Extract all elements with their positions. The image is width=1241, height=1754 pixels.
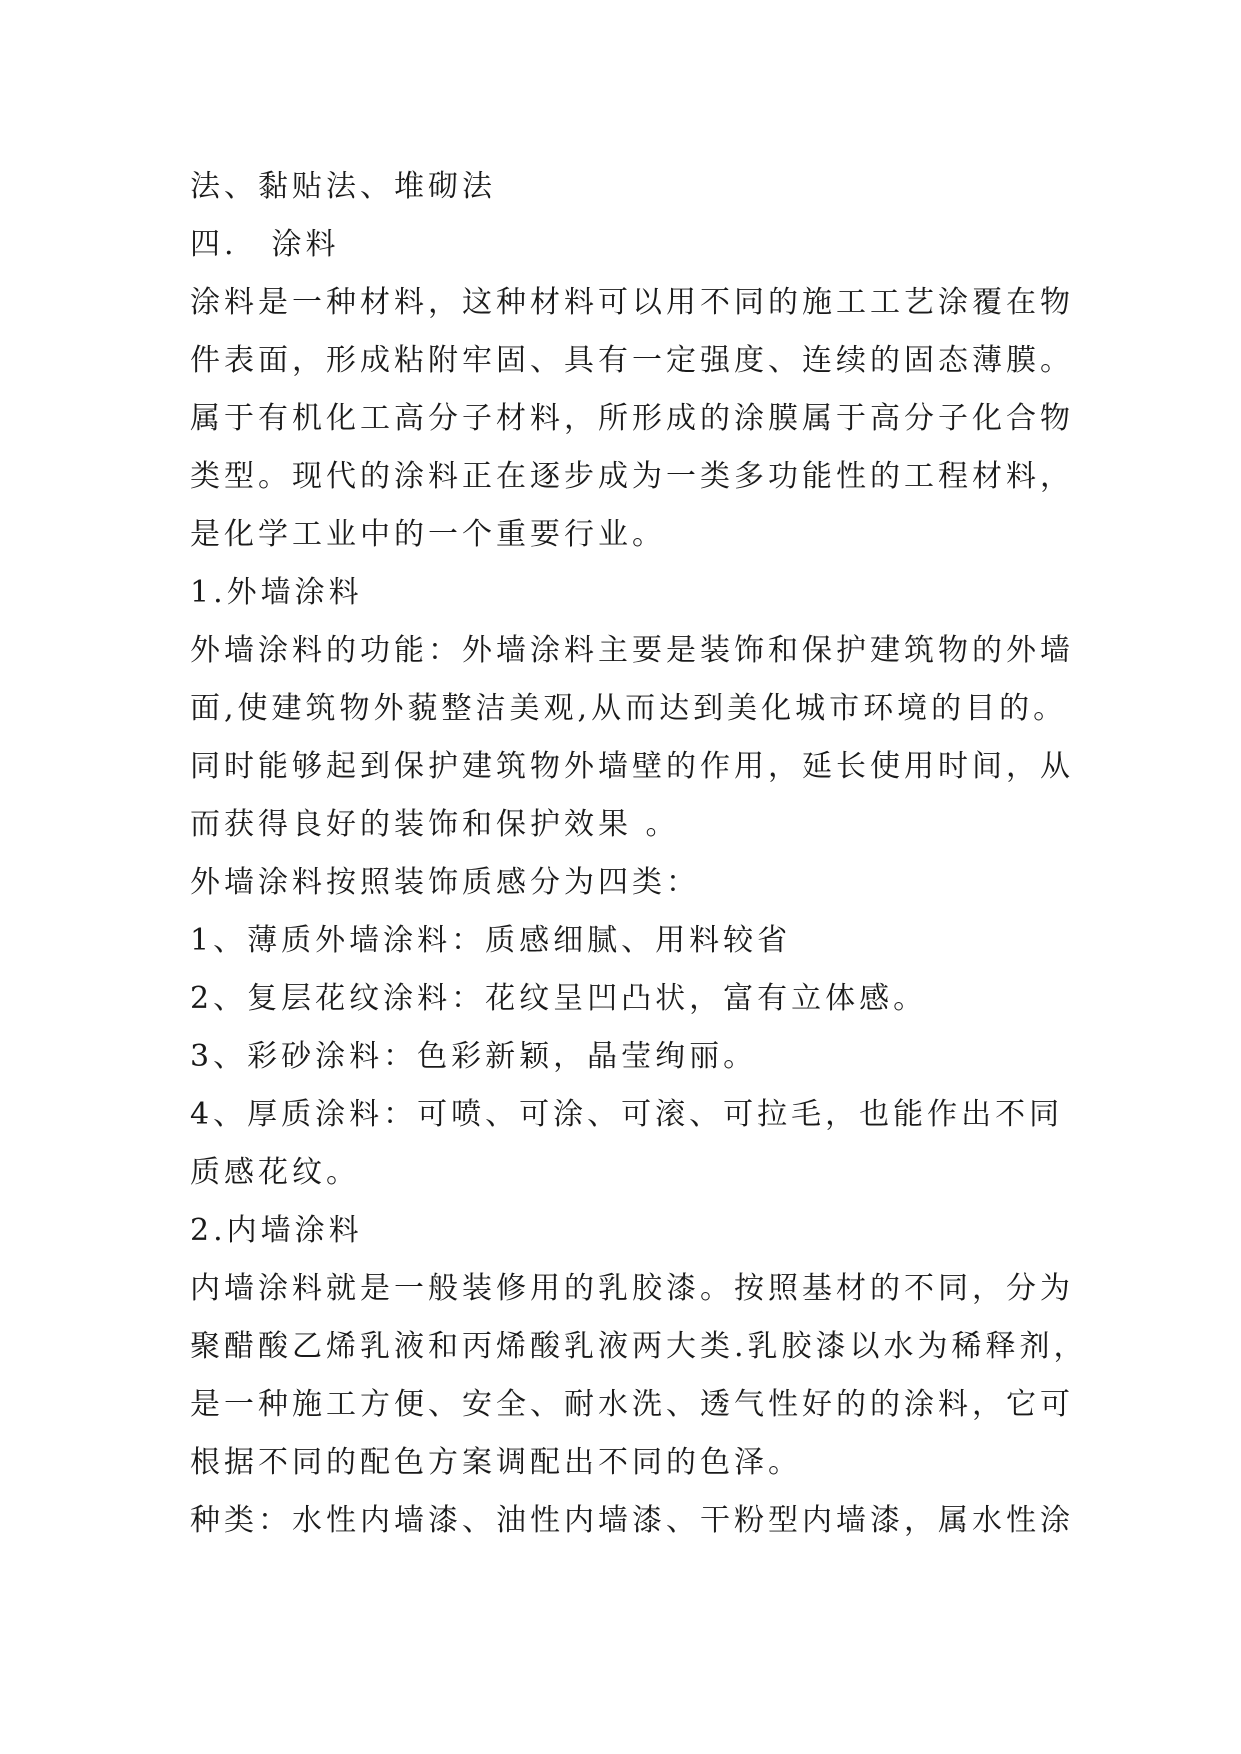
section-heading: 四. 涂料 <box>190 227 340 262</box>
text-line: 根据不同的配色方案调配出不同的色泽。 <box>190 1445 802 1480</box>
text-line: 件表面，形成粘附牢固、具有一定强度、连续的固态薄膜。 <box>190 343 1074 378</box>
text-line: 内墙涂料就是一般装修用的乳胶漆。按照基材的不同，分为 <box>190 1271 1074 1306</box>
text-line: 外墙涂料按照装饰质感分为四类： <box>190 865 700 900</box>
text-line: 外墙涂料的功能：外墙涂料主要是装饰和保护建筑物的外墙 <box>190 633 1074 668</box>
list-item: 3、彩砂涂料：色彩新颖，晶莹绚丽。 <box>190 1039 758 1074</box>
text-line: 法、黏贴法、堆砌法 <box>190 169 496 204</box>
text-line: 类型。现代的涂料正在逐步成为一类多功能性的工程材料， <box>190 459 1074 494</box>
text-line: 属于有机化工高分子材料，所形成的涂膜属于高分子化合物 <box>190 401 1074 436</box>
text-line: 涂料是一种材料，这种材料可以用不同的施工工艺涂覆在物 <box>190 285 1074 320</box>
list-item: 2、复层花纹涂料：花纹呈凹凸状，富有立体感。 <box>190 981 928 1016</box>
text-line: 面,使建筑物外藐整洁美观,从而达到美化城市环境的目的。 <box>190 691 1068 726</box>
subsection-heading: 2.内墙涂料 <box>190 1213 363 1248</box>
text-line: 质感花纹。 <box>190 1155 360 1190</box>
text-line: 同时能够起到保护建筑物外墙壁的作用，延长使用时间，从 <box>190 749 1074 784</box>
list-item: 4、厚质涂料：可喷、可涂、可滚、可拉毛，也能作出不同 <box>190 1097 1064 1132</box>
list-item: 1、薄质外墙涂料：质感细腻、用料较省 <box>190 923 792 958</box>
text-line: 是化学工业中的一个重要行业。 <box>190 517 666 552</box>
subsection-heading: 1.外墙涂料 <box>190 575 363 610</box>
text-line: 种类：水性内墙漆、油性内墙漆、干粉型内墙漆，属水性涂 <box>190 1503 1074 1538</box>
text-line: 聚醋酸乙烯乳液和丙烯酸乳液两大类.乳胶漆以水为稀释剂， <box>190 1329 1088 1364</box>
text-line: 而获得良好的装饰和保护效果 。 <box>190 807 680 842</box>
text-line: 是一种施工方便、安全、耐水洗、透气性好的的涂料，它可 <box>190 1387 1074 1422</box>
